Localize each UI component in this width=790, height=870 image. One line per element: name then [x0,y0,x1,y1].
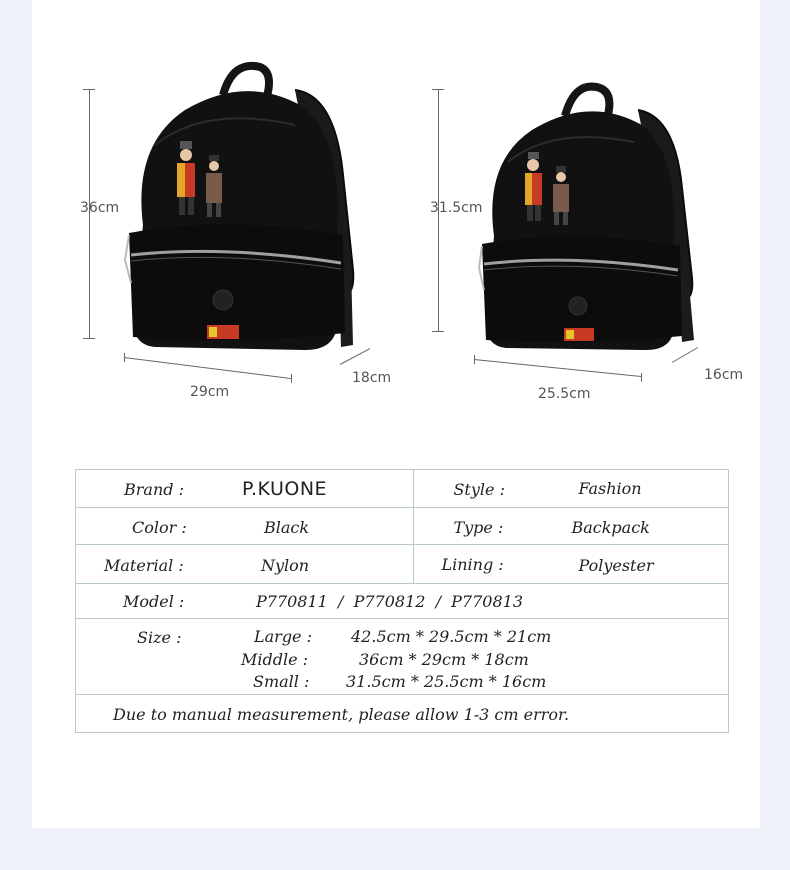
small-height-label: 31.5cm [430,200,483,216]
large-width-label: 29cm [190,384,230,400]
material-cell [76,545,414,584]
small-backpack-image [470,78,710,358]
height-marker-bottom [432,331,444,332]
size-large-value: 42.5cm * 29.5cm * 21cm [351,627,552,646]
large-backpack-image [115,55,365,355]
size-middle-value: 36cm * 29cm * 18cm [359,650,529,669]
model-label: Model : [123,592,185,611]
large-depth-label: 18cm [352,370,392,386]
lining-value: Polyester [578,556,654,575]
style-label: Style : [453,480,505,499]
small-depth-label: 16cm [704,367,744,383]
small-width-label: 25.5cm [538,386,591,402]
color-value: Black [264,518,310,537]
width-marker-right [291,374,292,383]
spec-row-color-type [76,508,729,545]
size-middle-name: Middle : [241,650,309,669]
size-cell [76,619,729,695]
color-cell [76,508,414,545]
material-label: Material : [104,556,184,575]
spec-row-material-lining [76,545,729,584]
width-marker-right [641,373,642,382]
lining-cell [414,545,729,584]
spec-row-note [76,695,729,733]
model-cell [76,584,729,619]
size-small-value: 31.5cm * 25.5cm * 16cm [346,672,547,691]
style-value: Fashion [578,479,642,498]
note-cell [76,695,729,733]
measurement-note: Due to manual measurement, please allow 1-3 cm error. [113,705,570,724]
height-marker-bottom [83,338,95,339]
spec-row-model [76,584,729,619]
size-large-name: Large : [254,627,312,646]
brand-value: P.KUONE [242,478,328,500]
model-value: P770811 / P770812 / P770813 [256,592,523,611]
spec-row-size [76,619,729,695]
size-small-name: Small : [253,672,310,691]
large-height-label: 36cm [80,200,120,216]
type-label: Type : [453,518,504,537]
color-label: Color : [132,518,187,537]
spec-row-brand-style [76,470,729,508]
style-cell [414,470,729,508]
brand-cell [76,470,414,508]
material-value: Nylon [261,556,310,575]
spec-table [75,469,729,733]
lining-label: Lining : [441,555,504,574]
size-label: Size : [137,628,182,647]
type-value: Backpack [571,518,650,537]
type-cell [414,508,729,545]
brand-label: Brand : [124,480,184,499]
